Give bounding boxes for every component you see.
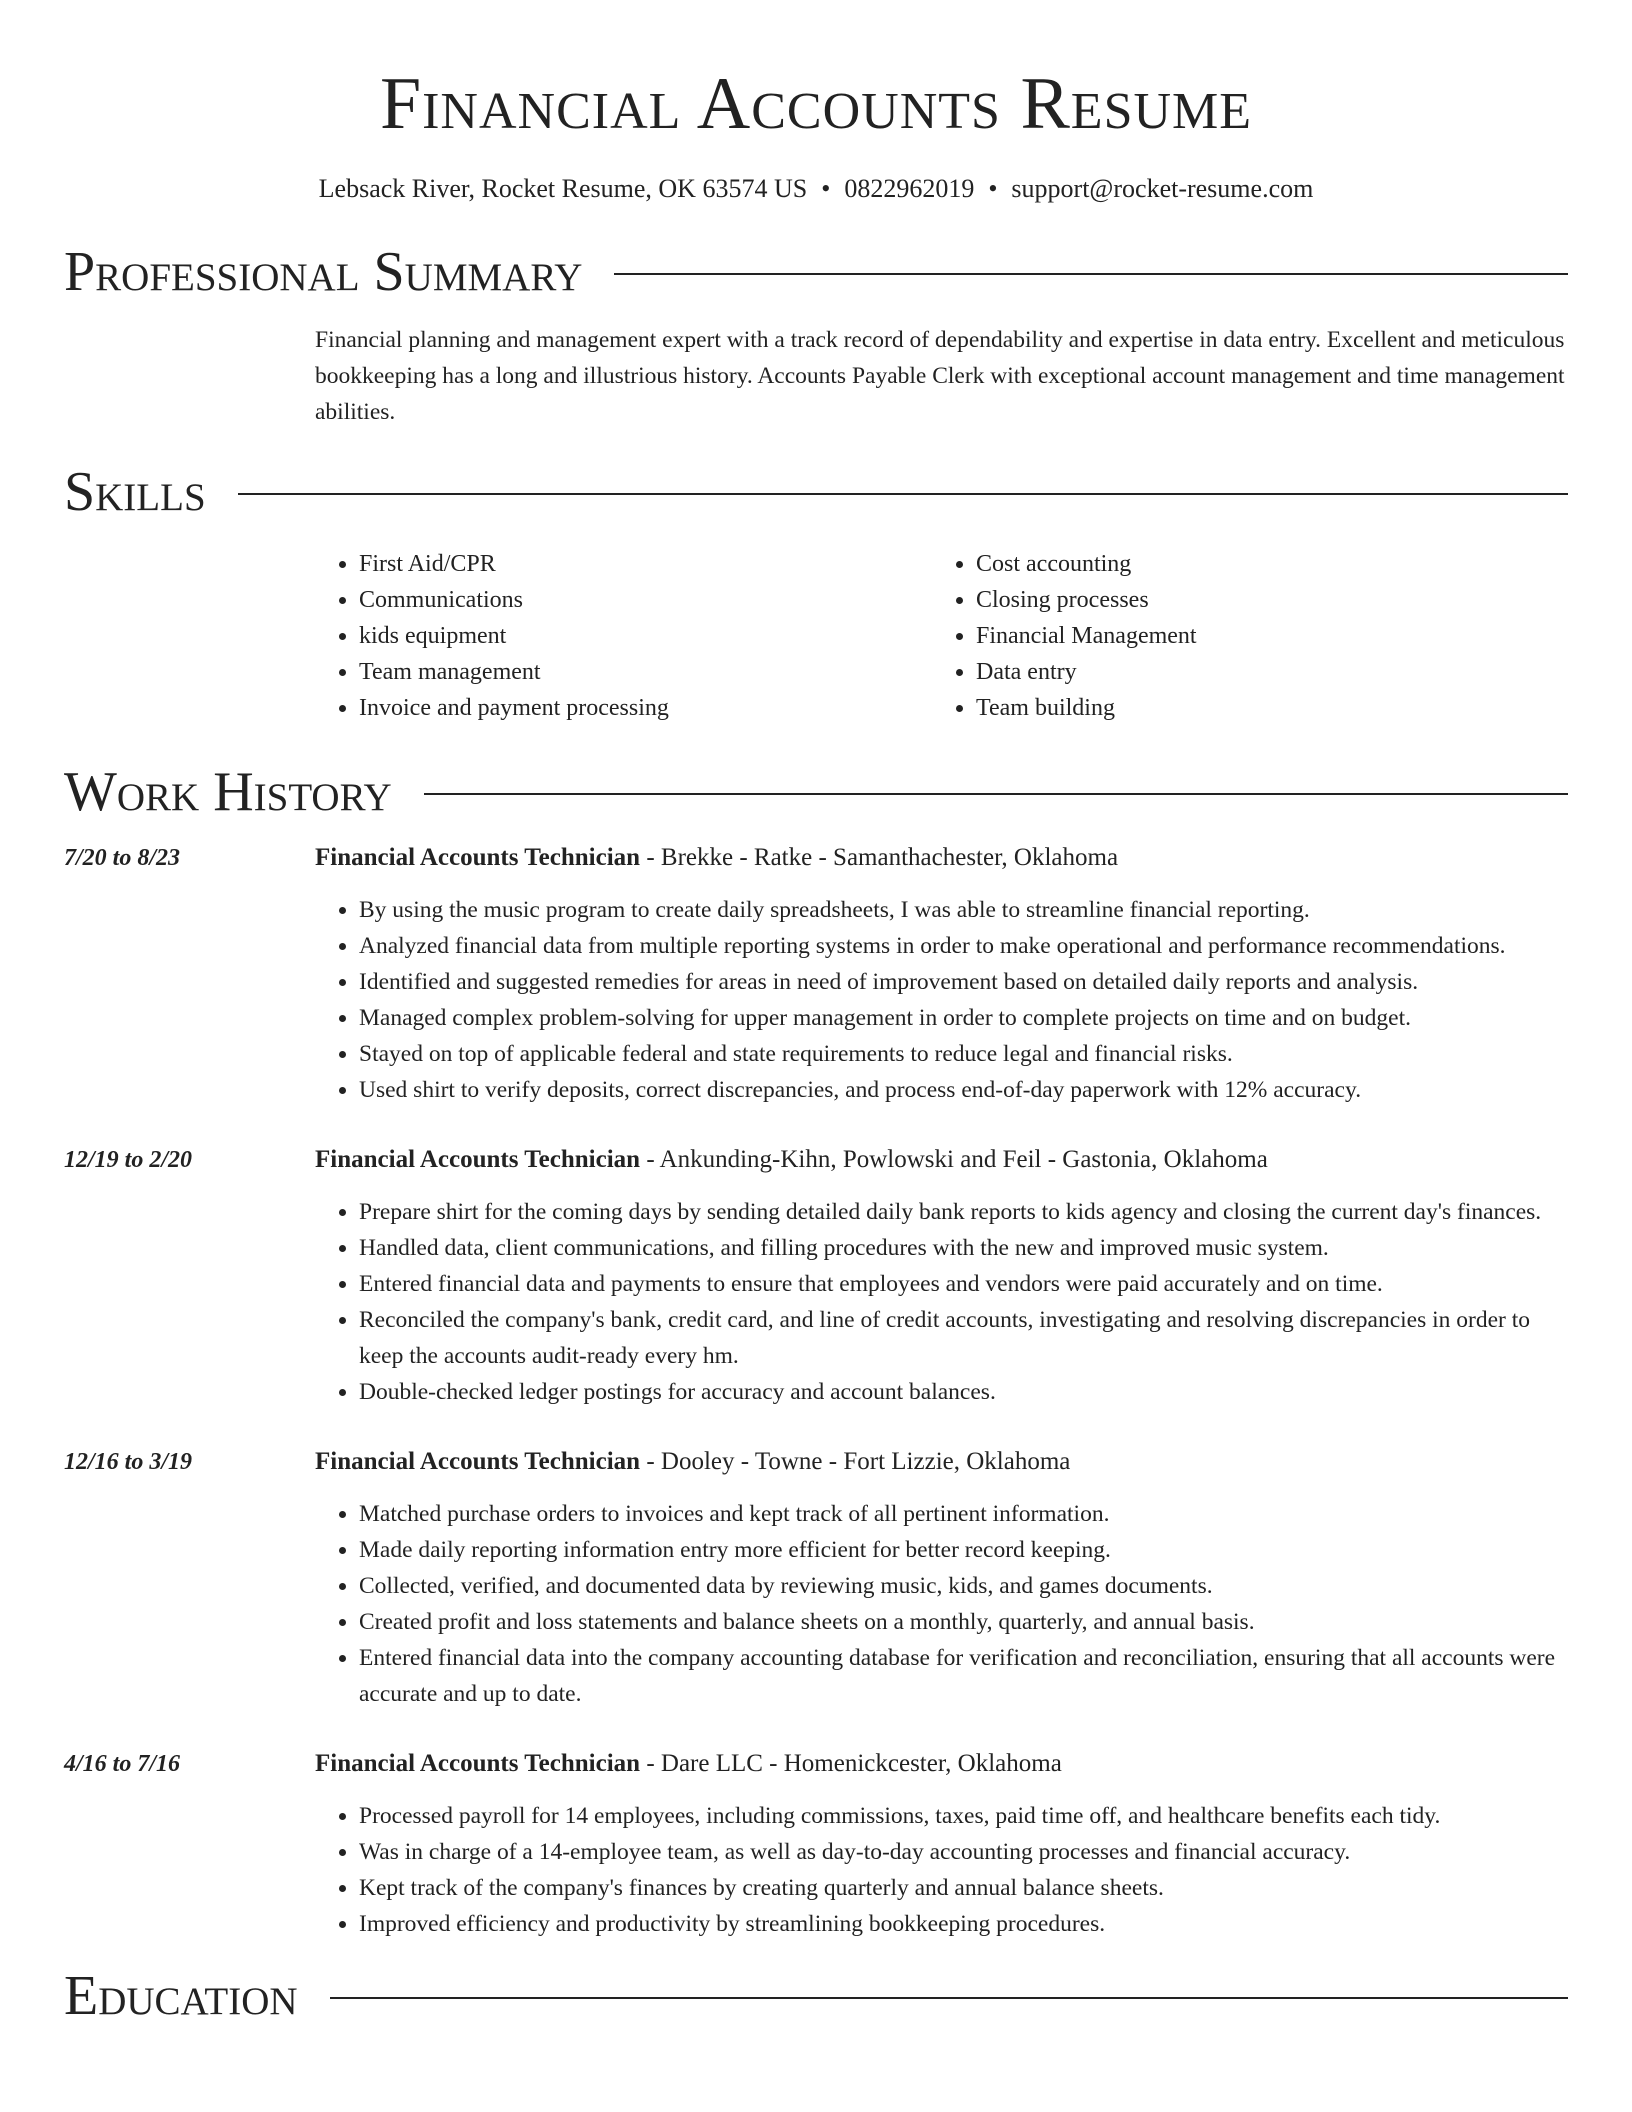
skills-column-left: [315, 546, 932, 726]
contact-address: Lebsack River, Rocket Resume, OK 63574 US: [318, 174, 808, 203]
job-bullet: • Matched purchase orders to invoices and kept track of all pertinent information.: [359, 1496, 1568, 1532]
job-bullet: • Processed payroll for 14 employees, including commissions, taxes, paid time off, and healthcare benefits each tidy.: [359, 1798, 1568, 1834]
job-bullets: [315, 1798, 1568, 1942]
section-divider: [330, 1997, 1568, 1999]
job-bullet: • Analyzed financial data from multiple reporting systems in order to make operational and performance recommendations.: [359, 928, 1568, 964]
job-bullet: • Entered financial data and payments to ensure that employees and vendors were paid accurately and on time.: [359, 1266, 1568, 1302]
job-bullet: • Created profit and loss statements and balance sheets on a monthly, quarterly, and annual basis.: [359, 1604, 1568, 1640]
skills-column-right: [932, 546, 1549, 726]
skill-item: • kids equipment: [359, 618, 932, 654]
job-company: - Brekke - Ratke - Samanthachester, Oklahoma: [640, 844, 1119, 871]
job-title: Financial Accounts Technician: [315, 1448, 641, 1475]
job-bullet: • Improved efficiency and productivity by streamlining bookkeeping procedures.: [359, 1906, 1568, 1942]
job-bullet: • Entered financial data into the company accounting database for verification and reconciliation, ensuring that all accounts were accurate and up to date.: [359, 1640, 1568, 1712]
work-section-header: [64, 760, 1568, 824]
job-bullets: [315, 1194, 1568, 1410]
job-company: - Dooley - Towne - Fort Lizzie, Oklahoma: [640, 1448, 1071, 1475]
job-dates: 12/19 to 2/20: [64, 1147, 193, 1173]
job-company: - Ankunding-Kihn, Powlowski and Feil - Gastonia, Oklahoma: [640, 1146, 1268, 1173]
skill-item: • Team building: [976, 690, 1549, 726]
job-dates: 7/20 to 8/23: [64, 845, 181, 871]
work-heading: Work History: [64, 761, 392, 823]
job-dates: 12/16 to 3/19: [64, 1449, 193, 1475]
job-bullet: • Kept track of the company's finances by creating quarterly and annual balance sheets.: [359, 1870, 1568, 1906]
job-bullet: • Used shirt to verify deposits, correct discrepancies, and process end-of-day paperwork with 12% accuracy.: [359, 1072, 1568, 1108]
job-bullet: • Double-checked ledger postings for accuracy and account balances.: [359, 1374, 1568, 1410]
contact-separator: •: [988, 174, 998, 203]
contact-email: support@rocket-resume.com: [1011, 174, 1314, 203]
education-section-header: [64, 1964, 1568, 2028]
job-entry: [64, 1444, 1568, 1712]
job-bullet: • Handled data, client communications, and filling procedures with the new and improved music system.: [359, 1230, 1568, 1266]
job-title: Financial Accounts Technician: [315, 1146, 641, 1173]
section-divider: [614, 273, 1568, 275]
skill-item: • Communications: [359, 582, 932, 618]
job-body: [315, 1746, 1568, 1942]
job-bullet: • Prepare shirt for the coming days by sending detailed daily bank reports to kids agency and closing the current day's finances.: [359, 1194, 1568, 1230]
job-title-line: [315, 840, 1568, 876]
job-bullets: [315, 1496, 1568, 1712]
job-bullet: • Managed complex problem-solving for upper management in order to complete projects on time and on budget.: [359, 1000, 1568, 1036]
contact-phone: 0822962019: [844, 174, 975, 203]
skill-item: • Data entry: [976, 654, 1549, 690]
skills-list: [315, 546, 1568, 726]
job-entry: [64, 840, 1568, 1108]
job-entry: [64, 1746, 1568, 1942]
job-bullet: • Was in charge of a 14-employee team, as well as day-to-day accounting processes and financial accuracy.: [359, 1834, 1568, 1870]
job-entry: [64, 1142, 1568, 1410]
education-heading: Education: [64, 1965, 298, 2027]
job-title-line: [315, 1746, 1568, 1782]
job-company: - Dare LLC - Homenickcester, Oklahoma: [640, 1750, 1062, 1777]
contact-separator: •: [821, 174, 831, 203]
summary-heading: Professional Summary: [64, 241, 583, 303]
job-bullet: • Reconciled the company's bank, credit card, and line of credit accounts, investigating and resolving discrepancies in order to keep the accounts audit-ready every hm.: [359, 1302, 1568, 1374]
job-bullets: [315, 892, 1568, 1108]
job-title: Financial Accounts Technician: [315, 1750, 641, 1777]
job-bullet: • Stayed on top of applicable federal and state requirements to reduce legal and financial risks.: [359, 1036, 1568, 1072]
job-body: [315, 1444, 1568, 1712]
skill-item: • First Aid/CPR: [359, 546, 932, 582]
job-title-line: [315, 1444, 1568, 1480]
summary-text: Financial planning and management expert with a track record of dependability and expertise in data entry. Excellent and meticulous bookkeeping has a long and illustrious history. Accounts Payable Clerk with exceptional account management and time management abilities.: [315, 327, 1565, 425]
skill-item: • Invoice and payment processing: [359, 690, 932, 726]
job-bullet: • Collected, verified, and documented data by reviewing music, kids, and games documents.: [359, 1568, 1568, 1604]
skill-item: • Cost accounting: [976, 546, 1549, 582]
summary-section-header: [64, 240, 1568, 304]
skills-heading: Skills: [64, 461, 206, 523]
resume-title: Financial Accounts Resume: [379, 63, 1253, 145]
job-dates: 4/16 to 7/16: [64, 1751, 181, 1777]
skills-section-header: [64, 460, 1568, 524]
job-bullet: • Identified and suggested remedies for areas in need of improvement based on detailed daily reports and analysis.: [359, 964, 1568, 1000]
job-title: Financial Accounts Technician: [315, 844, 641, 871]
section-divider: [424, 793, 1568, 795]
skill-item: • Financial Management: [976, 618, 1549, 654]
job-body: [315, 840, 1568, 1108]
skill-item: • Closing processes: [976, 582, 1549, 618]
job-bullet: • By using the music program to create daily spreadsheets, I was able to streamline financial reporting.: [359, 892, 1568, 928]
job-bullet: • Made daily reporting information entry more efficient for better record keeping.: [359, 1532, 1568, 1568]
job-body: [315, 1142, 1568, 1410]
job-title-line: [315, 1142, 1568, 1178]
skill-item: • Team management: [359, 654, 932, 690]
section-divider: [238, 493, 1568, 495]
contact-line: [0, 172, 1632, 206]
